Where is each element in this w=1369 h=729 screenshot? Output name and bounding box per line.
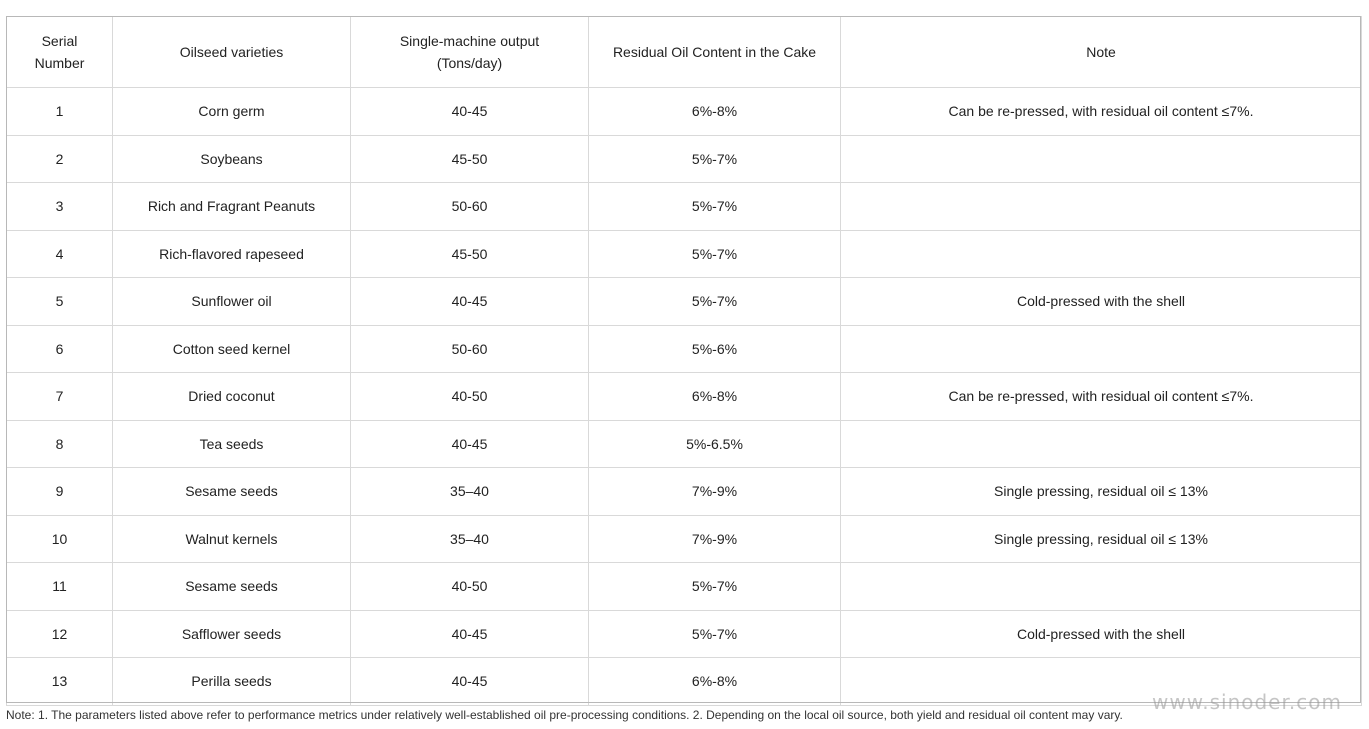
header-serial-number	[7, 17, 113, 88]
cell-single-machine-output: 50-60	[351, 325, 589, 373]
footnote: Note: 1. The parameters listed above refer to performance metrics under relatively well-established oil pre-processing conditions. 2. Depending on the local oil source, both yield and residual oil content may vary.	[6, 708, 1123, 722]
cell-residual-oil-content: 5%-7%	[589, 610, 841, 658]
cell-residual-oil-content: 5%-7%	[589, 135, 841, 183]
cell-single-machine-output: 40-45	[351, 658, 589, 706]
table-row	[7, 278, 1362, 326]
cell-single-machine-output: 40-45	[351, 88, 589, 136]
cell-note	[841, 420, 1362, 468]
cell-oilseed-variety: Corn germ	[113, 88, 351, 136]
cell-note: Cold-pressed with the shell	[841, 278, 1362, 326]
cell-serial-number: 7	[7, 373, 113, 421]
cell-oilseed-variety: Rich and Fragrant Peanuts	[113, 183, 351, 231]
cell-single-machine-output: 40-45	[351, 420, 589, 468]
table-row	[7, 135, 1362, 183]
cell-residual-oil-content: 5%-7%	[589, 183, 841, 231]
cell-single-machine-output: 40-50	[351, 563, 589, 611]
cell-note: Can be re-pressed, with residual oil content ≤7%.	[841, 373, 1362, 421]
cell-serial-number: 9	[7, 468, 113, 516]
cell-single-machine-output: 40-50	[351, 373, 589, 421]
header-output-line1: Single-machine output	[399, 33, 540, 49]
table-row	[7, 610, 1362, 658]
cell-serial-number: 13	[7, 658, 113, 706]
header-output-line2: (Tons/day)	[436, 55, 503, 71]
table-header	[7, 17, 1362, 88]
cell-serial-number: 10	[7, 515, 113, 563]
cell-serial-number: 8	[7, 420, 113, 468]
cell-residual-oil-content: 5%-6.5%	[589, 420, 841, 468]
cell-oilseed-variety: Dried coconut	[113, 373, 351, 421]
cell-note: Can be re-pressed, with residual oil content ≤7%.	[841, 88, 1362, 136]
cell-single-machine-output: 50-60	[351, 183, 589, 231]
cell-residual-oil-content: 5%-7%	[589, 278, 841, 326]
cell-oilseed-variety: Walnut kernels	[113, 515, 351, 563]
cell-oilseed-variety: Safflower seeds	[113, 610, 351, 658]
table-row	[7, 88, 1362, 136]
watermark: www.sinoder.com	[1152, 690, 1342, 714]
cell-single-machine-output: 45-50	[351, 230, 589, 278]
cell-single-machine-output: 45-50	[351, 135, 589, 183]
cell-serial-number: 1	[7, 88, 113, 136]
cell-note	[841, 135, 1362, 183]
cell-serial-number: 12	[7, 610, 113, 658]
cell-residual-oil-content: 5%-7%	[589, 563, 841, 611]
cell-residual-oil-content: 7%-9%	[589, 515, 841, 563]
table-row	[7, 420, 1362, 468]
cell-oilseed-variety: Perilla seeds	[113, 658, 351, 706]
header-note: Note	[841, 17, 1362, 88]
cell-note: Cold-pressed with the shell	[841, 610, 1362, 658]
cell-note	[841, 183, 1362, 231]
cell-serial-number: 11	[7, 563, 113, 611]
table-body	[7, 88, 1362, 706]
table-row	[7, 373, 1362, 421]
header-row	[7, 17, 1362, 88]
cell-note	[841, 563, 1362, 611]
header-serial-line1: Serial	[41, 33, 78, 49]
cell-oilseed-variety: Rich-flavored rapeseed	[113, 230, 351, 278]
cell-serial-number: 4	[7, 230, 113, 278]
cell-residual-oil-content: 6%-8%	[589, 88, 841, 136]
header-serial-line2: Number	[34, 55, 85, 71]
cell-single-machine-output: 40-45	[351, 610, 589, 658]
table-row	[7, 468, 1362, 516]
header-oilseed-varieties: Oilseed varieties	[113, 17, 351, 88]
cell-oilseed-variety: Sunflower oil	[113, 278, 351, 326]
cell-residual-oil-content: 6%-8%	[589, 373, 841, 421]
cell-serial-number: 2	[7, 135, 113, 183]
cell-serial-number: 6	[7, 325, 113, 373]
cell-note	[841, 230, 1362, 278]
cell-note	[841, 325, 1362, 373]
cell-single-machine-output: 35–40	[351, 515, 589, 563]
cell-residual-oil-content: 7%-9%	[589, 468, 841, 516]
cell-single-machine-output: 35–40	[351, 468, 589, 516]
table-row	[7, 325, 1362, 373]
table-row	[7, 183, 1362, 231]
cell-note: Single pressing, residual oil ≤ 13%	[841, 468, 1362, 516]
cell-single-machine-output: 40-45	[351, 278, 589, 326]
header-single-machine-output	[351, 17, 589, 88]
cell-note: Single pressing, residual oil ≤ 13%	[841, 515, 1362, 563]
oilseed-spec-table	[6, 16, 1362, 706]
cell-serial-number: 3	[7, 183, 113, 231]
cell-oilseed-variety: Soybeans	[113, 135, 351, 183]
cell-oilseed-variety: Tea seeds	[113, 420, 351, 468]
cell-residual-oil-content: 5%-7%	[589, 230, 841, 278]
table-row	[7, 230, 1362, 278]
cell-oilseed-variety: Sesame seeds	[113, 468, 351, 516]
cell-serial-number: 5	[7, 278, 113, 326]
cell-residual-oil-content: 5%-6%	[589, 325, 841, 373]
table-row	[7, 515, 1362, 563]
cell-oilseed-variety: Cotton seed kernel	[113, 325, 351, 373]
table-row	[7, 563, 1362, 611]
cell-oilseed-variety: Sesame seeds	[113, 563, 351, 611]
header-residual-oil: Residual Oil Content in the Cake	[589, 17, 841, 88]
cell-residual-oil-content: 6%-8%	[589, 658, 841, 706]
